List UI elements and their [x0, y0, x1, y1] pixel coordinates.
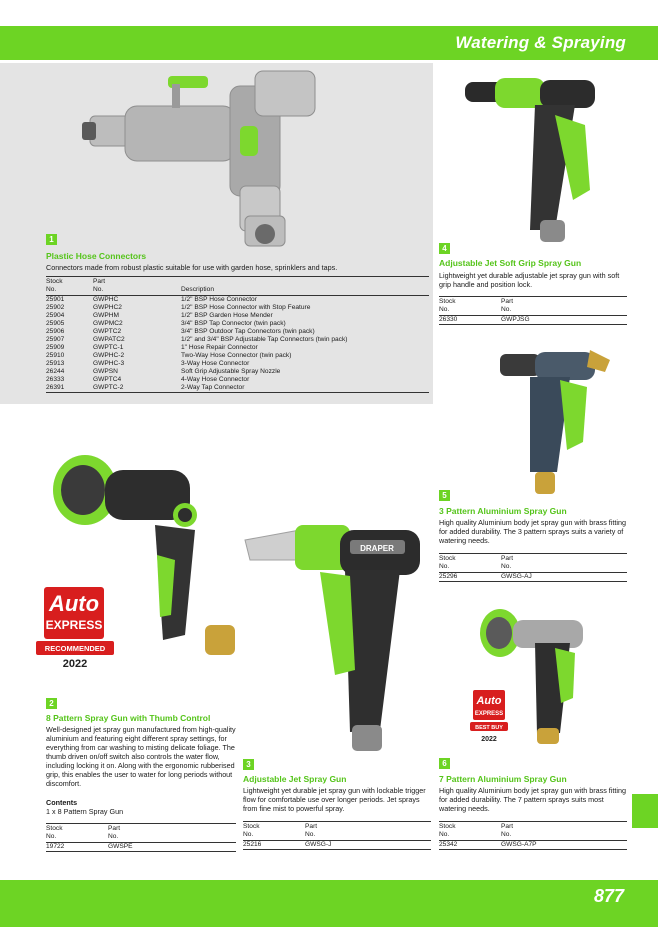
- section-side-tab: [632, 794, 658, 828]
- page-number: 877: [593, 886, 624, 906]
- product-5-title: 3 Pattern Aluminium Spray Gun: [439, 506, 567, 516]
- table-header: Stock No. Part No.: [243, 821, 431, 841]
- bestbuy-label-text: BEST BUY: [475, 725, 503, 731]
- table-row: 26391 GWPTC-2 2-Way Tap Connector: [46, 384, 429, 393]
- product-6-description: High quality Aluminium body jet spray gun with brass fitting for added durability. The 7 pattern sprays suits most watering needs.: [439, 786, 626, 813]
- product-2-contents-title: Contents: [46, 798, 78, 807]
- product-5-number: 5: [439, 490, 450, 501]
- table-row: 25342 GWSG-A7P: [439, 841, 627, 850]
- header-stock-no: No.: [46, 286, 57, 293]
- logo-recommended-text: RECOMMENDED: [44, 644, 106, 653]
- table-row: 26333 GWPTC4 4-Way Hose Connector: [46, 376, 250, 383]
- product-3-image: [240, 510, 430, 755]
- product-1-description: Connectors made from robust plastic suitable for use with garden hose, sprinklers and taps.: [46, 263, 338, 272]
- product-6-title: 7 Pattern Aluminium Spray Gun: [439, 774, 567, 784]
- product-4-title: Adjustable Jet Soft Grip Spray Gun: [439, 258, 582, 268]
- product-3-number: 3: [243, 759, 254, 770]
- table-row: 25902 GWPHC2 1/2" BSP Hose Connector with Stop Feature: [46, 304, 311, 311]
- product-4-table: [439, 296, 627, 325]
- table-header: Stock No. Part No.: [46, 823, 236, 843]
- product-2-number: 2: [46, 698, 57, 709]
- table-header: Stock No. Part No.: [439, 553, 627, 573]
- product-6-number: 6: [439, 758, 450, 769]
- product-1-title: Plastic Hose Connectors: [46, 251, 147, 261]
- table-row: 25901 GWPHC 1/2" BSP Hose Connector: [46, 296, 257, 303]
- table-row: 25910 GWPHC-2 Two-Way Hose Connector (twin pack): [46, 352, 292, 359]
- header-part-no: No.: [93, 286, 104, 293]
- product-4-description: Lightweight yet durable adjustable jet spray gun with soft grip handle and position lock.: [439, 271, 620, 289]
- table-header: [46, 276, 429, 296]
- draper-brand-text: DRAPER: [360, 544, 394, 553]
- product-3-table: [243, 821, 431, 850]
- table-row: 19722 GWSPE: [46, 843, 236, 852]
- table-row: 26330 GWPJSG: [439, 316, 627, 325]
- product-2-description: Well-designed jet spray gun manufactured from high-quality aluminium and featuring eight different spray settings, for everything from car washing to misting delicate foliage. The thumb driven on/off switch also controls the water flow, including locking it on. Along with the ergonomic rubberised grip, this enables the user to water for long periods without discomfort.: [46, 725, 236, 788]
- product-4-number: 4: [439, 243, 450, 254]
- product-2-title: 8 Pattern Spray Gun with Thumb Control: [46, 713, 211, 723]
- product-6-table: [439, 821, 627, 850]
- product-5-table: [439, 553, 627, 582]
- auto-express-recommended-logo: [36, 585, 114, 675]
- auto-express-bestbuy-logo: [470, 690, 508, 745]
- bestbuy-auto-text: Auto: [476, 695, 502, 707]
- footer-bar: [0, 880, 658, 927]
- header-part: Part: [93, 278, 106, 285]
- bestbuy-year-text: 2022: [481, 736, 497, 743]
- product-1-table: [46, 276, 429, 393]
- header-description: Description: [181, 286, 214, 293]
- product-1-number: 1: [46, 234, 57, 245]
- product-5-description: High quality Aluminium body jet spray gun with brass fitting for added durability. The 3 pattern sprays suits a variety of watering needs.: [439, 518, 626, 545]
- logo-year-text: 2022: [62, 658, 88, 670]
- product-4-image: [455, 70, 615, 250]
- table-row: 25905 GWPMC2 3/4" BSP Tap Connector (twin pack): [46, 320, 286, 327]
- logo-express-text: EXPRESS: [45, 618, 103, 632]
- table-row: 25296 GWSG-AJ: [439, 573, 627, 582]
- product-3-title: Adjustable Jet Spray Gun: [243, 774, 347, 784]
- table-row: 25904 GWPHM 1/2" BSP Garden Hose Mender: [46, 312, 273, 319]
- product-5-image: [495, 342, 615, 500]
- product-1-image: [80, 66, 340, 256]
- table-header: Stock No. Part No.: [439, 821, 627, 841]
- table-header: Stock No. Part No.: [439, 296, 627, 316]
- table-row: 25907 GWPATC2 1/2" and 3/4" BSP Adjustable Tap Connectors (twin pack): [46, 336, 348, 343]
- bestbuy-express-text: EXPRESS: [474, 711, 504, 717]
- product-3-description: Lightweight yet durable jet spray gun with lockable trigger flow for comfortable use over longer periods. Jet sprays from fine mist to powerful spray.: [243, 786, 426, 813]
- table-row: 26244 GWPSN Soft Grip Adjustable Spray Nozzle: [46, 368, 281, 375]
- product-2-contents: 1 x 8 Pattern Spray Gun: [46, 807, 124, 816]
- header-stock: Stock: [46, 278, 63, 285]
- table-row: 25913 GWPHC-3 3-Way Hose Connector: [46, 360, 250, 367]
- page-section-title: Watering & Spraying: [455, 33, 626, 52]
- table-row: 25216 GWSG-J: [243, 841, 431, 850]
- product-2-table: [46, 823, 236, 852]
- table-row: 25909 GWPTC-1 1" Hose Repair Connector: [46, 344, 258, 351]
- logo-auto-text: Auto: [48, 591, 100, 616]
- table-row: 25906 GWPTC2 3/4" BSP Outdoor Tap Connectors (twin pack): [46, 328, 315, 335]
